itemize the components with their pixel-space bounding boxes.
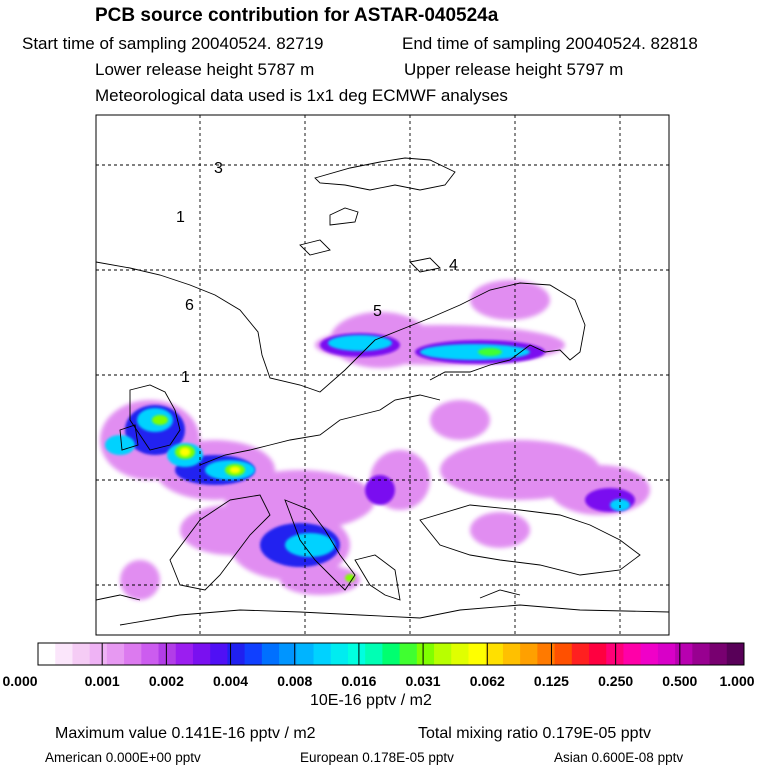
- colorbar-tick-label: 0.008: [277, 673, 313, 689]
- colorbar-tick-label: 0.250: [598, 673, 634, 689]
- colorbar-swatch: [641, 643, 659, 665]
- colorbar-swatch: [486, 643, 504, 665]
- total-mixing-ratio: Total mixing ratio 0.179E-05 pptv: [418, 725, 652, 742]
- trajectory-label: 4: [449, 257, 458, 274]
- colorbar-swatch: [72, 643, 90, 665]
- trajectory-label: 1: [181, 369, 190, 386]
- colorbar-swatch: [296, 643, 314, 665]
- colorbar-swatch: [727, 643, 745, 665]
- start-time: Start time of sampling 20040524. 82719: [22, 34, 324, 53]
- colorbar-swatch: [503, 643, 521, 665]
- colorbar-tick-label: 1.000: [719, 673, 755, 689]
- trajectory-label: 5: [373, 303, 382, 320]
- colorbar-swatch: [692, 643, 710, 665]
- colorbar-tick-label: 0.002: [148, 673, 184, 689]
- colorbar-swatch: [675, 643, 693, 665]
- colorbar-tick-label: 0.016: [341, 673, 377, 689]
- met-data-note: Meteorological data used is 1x1 deg ECMWF analyses: [95, 86, 508, 105]
- plume-low: [100, 280, 650, 600]
- colorbar-swatch: [262, 643, 280, 665]
- upper-release-height: Upper release height 5797 m: [404, 60, 624, 79]
- colorbar-tick-label: 0.062: [469, 673, 505, 689]
- coastlines: [96, 158, 669, 625]
- colorbar-swatch: [124, 643, 142, 665]
- colorbar-swatch: [331, 643, 349, 665]
- colorbar-swatch: [210, 643, 228, 665]
- lower-release-height: Lower release height 5787 m: [95, 60, 315, 79]
- colorbar-swatch: [90, 643, 108, 665]
- colorbar-swatch: [434, 643, 452, 665]
- trajectory-label: 1: [176, 209, 185, 226]
- map-title: PCB source contribution for ASTAR-040524a: [95, 5, 499, 26]
- trajectory-label: 3: [214, 160, 223, 177]
- colorbar-swatch: [176, 643, 194, 665]
- colorbar-swatch: [107, 643, 125, 665]
- colorbar-swatch: [520, 643, 538, 665]
- colorbar-swatch: [468, 643, 486, 665]
- end-time: End time of sampling 20040524. 82818: [402, 34, 698, 53]
- colorbar-tick-label: 0.001: [84, 673, 120, 689]
- colorbar-swatch: [348, 643, 366, 665]
- colorbar-swatch: [606, 643, 624, 665]
- colorbar-unit: 10E-16 pptv / m2: [310, 692, 432, 709]
- colorbar-swatch: [572, 643, 590, 665]
- colorbar: [38, 643, 745, 665]
- max-value: Maximum value 0.141E-16 pptv / m2: [55, 725, 316, 742]
- colorbar-swatch: [159, 643, 177, 665]
- colorbar-tick-label: 0.031: [405, 673, 441, 689]
- colorbar-swatch: [38, 643, 56, 665]
- colorbar-swatch: [193, 643, 211, 665]
- american-contribution: American 0.000E+00 pptv: [45, 750, 201, 765]
- colorbar-tick-label: 0.004: [213, 673, 249, 689]
- colorbar-swatch: [314, 643, 332, 665]
- trajectory-label: 6: [185, 297, 194, 314]
- colorbar-tick-label: 0.500: [662, 673, 698, 689]
- colorbar-swatch: [400, 643, 418, 665]
- asian-contribution: Asian 0.600E-08 pptv: [554, 750, 684, 765]
- colorbar-swatch: [382, 643, 400, 665]
- colorbar-tick-label: 0.125: [533, 673, 569, 689]
- colorbar-swatch: [245, 643, 263, 665]
- colorbar-swatch: [279, 643, 297, 665]
- colorbar-swatch: [710, 643, 728, 665]
- colorbar-swatch: [365, 643, 383, 665]
- colorbar-swatch: [658, 643, 676, 665]
- colorbar-swatch: [417, 643, 435, 665]
- colorbar-swatch: [589, 643, 607, 665]
- colorbar-swatch: [623, 643, 641, 665]
- colorbar-swatch: [537, 643, 555, 665]
- colorbar-tick-label: 0.000: [2, 673, 38, 689]
- colorbar-swatch: [555, 643, 573, 665]
- colorbar-swatch: [451, 643, 469, 665]
- european-contribution: European 0.178E-05 pptv: [300, 750, 454, 765]
- colorbar-swatch: [55, 643, 73, 665]
- colorbar-swatch: [141, 643, 159, 665]
